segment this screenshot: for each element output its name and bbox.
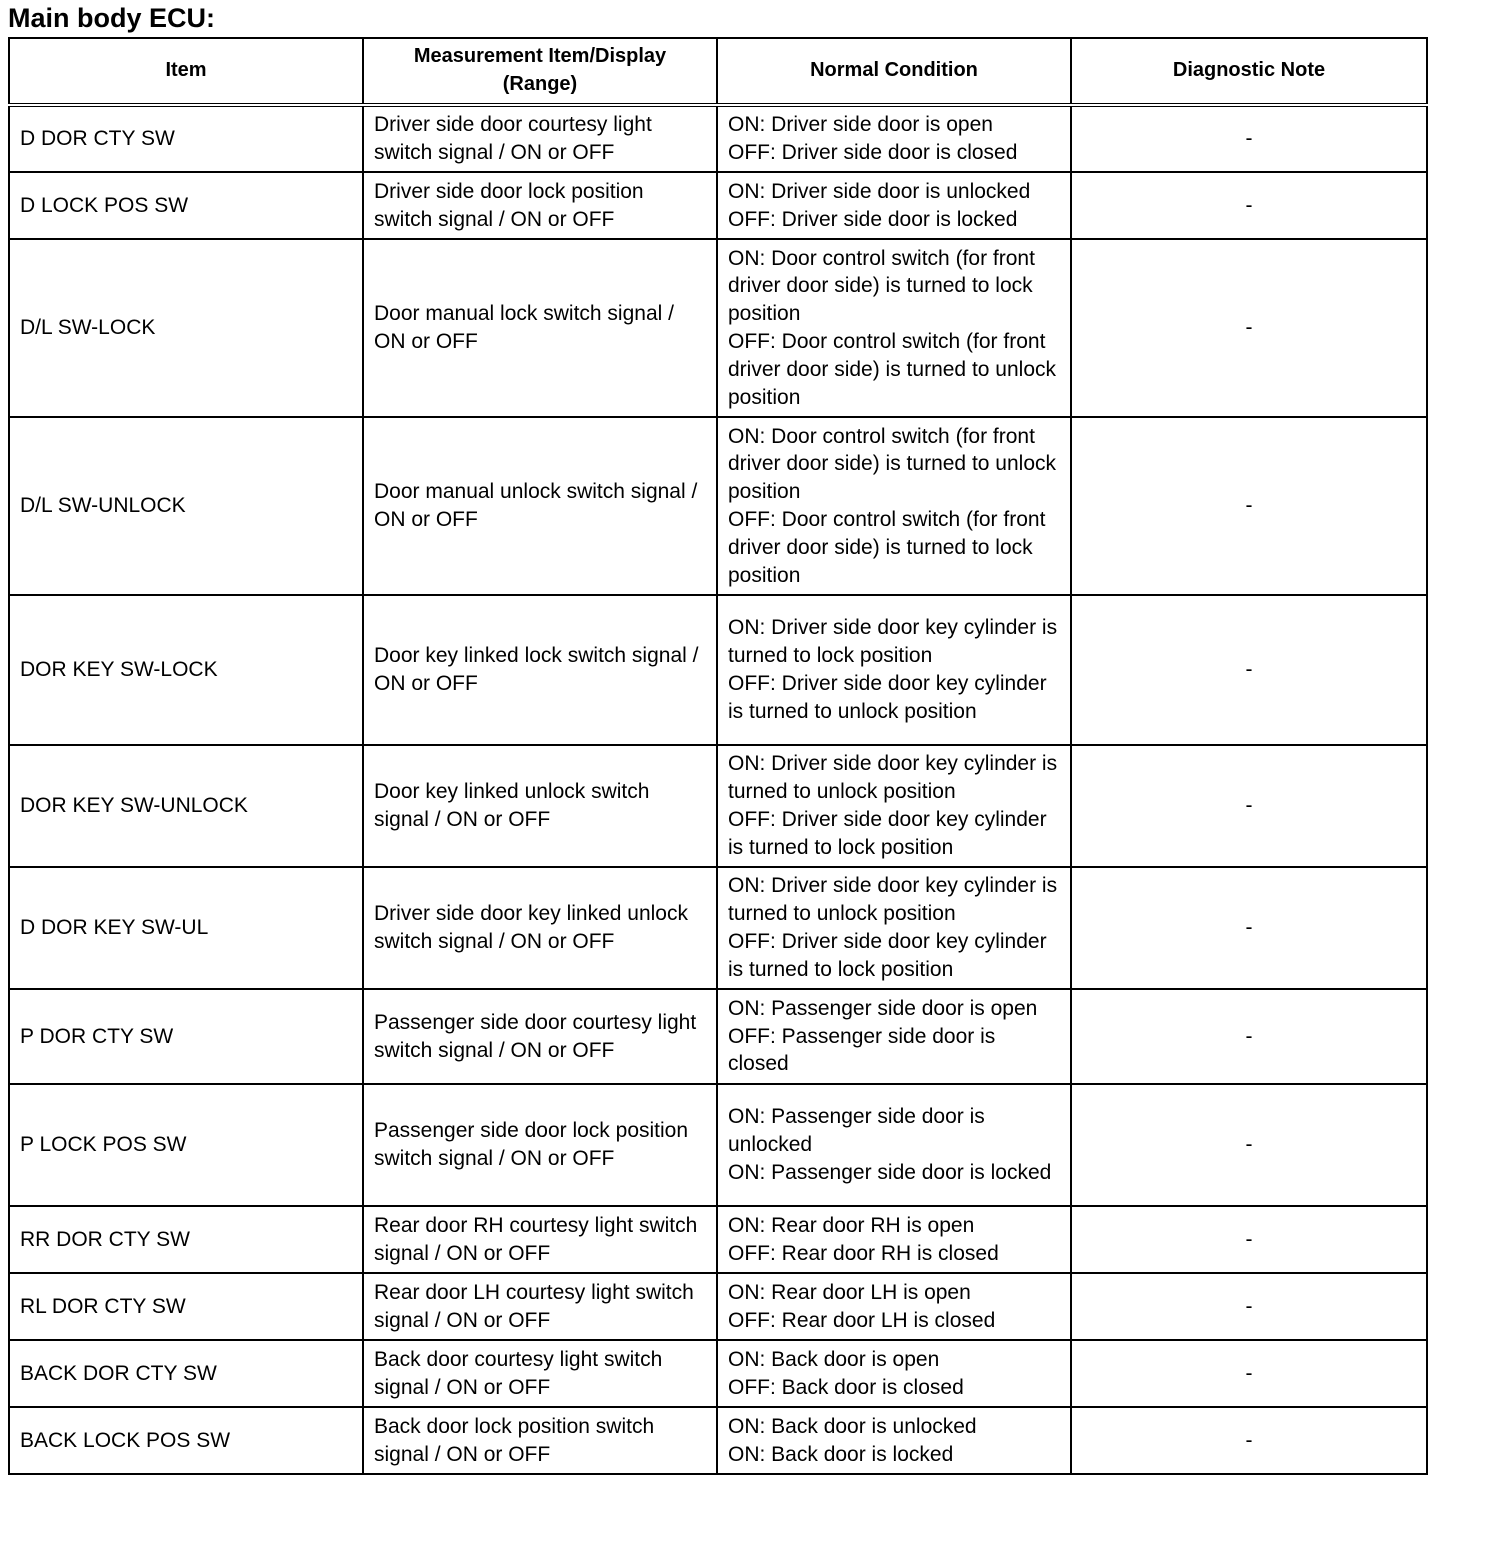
cell-item: RR DOR CTY SW (9, 1206, 363, 1273)
table-row (9, 595, 1427, 745)
cell-diagnostic-note: - (1071, 417, 1427, 595)
cell-diagnostic-note: - (1071, 105, 1427, 172)
cell-item: D DOR KEY SW-UL (9, 867, 363, 989)
header-normal-condition: Normal Condition (717, 38, 1071, 105)
cell-measurement: Driver side door lock position switch signal / ON or OFF (363, 172, 717, 239)
table-row (9, 867, 1427, 989)
header-measurement: Measurement Item/Display (Range) (363, 38, 717, 105)
table-row (9, 239, 1427, 417)
cell-diagnostic-note: - (1071, 1273, 1427, 1340)
table-row (9, 172, 1427, 239)
cell-measurement: Driver side door key linked unlock switch signal / ON or OFF (363, 867, 717, 989)
table-row (9, 1407, 1427, 1474)
cell-item: BACK LOCK POS SW (9, 1407, 363, 1474)
cell-normal-condition: ON: Driver side door key cylinder is turned to lock position OFF: Driver side door key cylinder is turned to unlock position (717, 595, 1071, 745)
cell-normal-condition: ON: Back door is unlocked ON: Back door is locked (717, 1407, 1071, 1474)
cell-normal-condition: ON: Driver side door is unlocked OFF: Driver side door is locked (717, 172, 1071, 239)
cell-measurement: Back door courtesy light switch signal / ON or OFF (363, 1340, 717, 1407)
cell-diagnostic-note: - (1071, 595, 1427, 745)
cell-measurement: Rear door LH courtesy light switch signal / ON or OFF (363, 1273, 717, 1340)
table-row (9, 417, 1427, 595)
cell-diagnostic-note: - (1071, 867, 1427, 989)
cell-item: D/L SW-UNLOCK (9, 417, 363, 595)
cell-item: RL DOR CTY SW (9, 1273, 363, 1340)
table-row (9, 1206, 1427, 1273)
page-title: Main body ECU: (8, 3, 215, 33)
cell-normal-condition: ON: Back door is open OFF: Back door is closed (717, 1340, 1071, 1407)
table-row (9, 1340, 1427, 1407)
table-row (9, 745, 1427, 867)
cell-diagnostic-note: - (1071, 1206, 1427, 1273)
cell-normal-condition: ON: Door control switch (for front driver door side) is turned to lock position OFF: Door control switch (for front driver door side) is turned to unlock position (717, 239, 1071, 417)
cell-measurement: Door key linked unlock switch signal / ON or OFF (363, 745, 717, 867)
cell-item: P LOCK POS SW (9, 1084, 363, 1206)
table-row (9, 1273, 1427, 1340)
cell-measurement: Passenger side door lock position switch signal / ON or OFF (363, 1084, 717, 1206)
cell-diagnostic-note: - (1071, 745, 1427, 867)
cell-measurement: Door key linked lock switch signal / ON or OFF (363, 595, 717, 745)
cell-measurement: Rear door RH courtesy light switch signal / ON or OFF (363, 1206, 717, 1273)
cell-item: D LOCK POS SW (9, 172, 363, 239)
cell-normal-condition: ON: Driver side door key cylinder is turned to unlock position OFF: Driver side door key cylinder is turned to lock position (717, 867, 1071, 989)
header-item: Item (9, 38, 363, 105)
cell-diagnostic-note: - (1071, 1084, 1427, 1206)
cell-diagnostic-note: - (1071, 1340, 1427, 1407)
cell-diagnostic-note: - (1071, 239, 1427, 417)
cell-measurement: Door manual unlock switch signal / ON or OFF (363, 417, 717, 595)
cell-normal-condition: ON: Rear door LH is open OFF: Rear door LH is closed (717, 1273, 1071, 1340)
cell-measurement: Back door lock position switch signal / ON or OFF (363, 1407, 717, 1474)
cell-item: P DOR CTY SW (9, 989, 363, 1084)
cell-normal-condition: ON: Rear door RH is open OFF: Rear door RH is closed (717, 1206, 1071, 1273)
cell-normal-condition: ON: Driver side door is open OFF: Driver side door is closed (717, 105, 1071, 172)
table-row (9, 105, 1427, 172)
cell-item: D/L SW-LOCK (9, 239, 363, 417)
cell-measurement: Passenger side door courtesy light switch signal / ON or OFF (363, 989, 717, 1084)
data-table (8, 37, 1428, 1475)
table-row (9, 1084, 1427, 1206)
cell-diagnostic-note: - (1071, 1407, 1427, 1474)
cell-normal-condition: ON: Passenger side door is unlocked ON: Passenger side door is locked (717, 1084, 1071, 1206)
cell-diagnostic-note: - (1071, 172, 1427, 239)
table-row (9, 989, 1427, 1084)
cell-normal-condition: ON: Door control switch (for front driver door side) is turned to unlock position OFF: Door control switch (for front driver door side) is turned to lock position (717, 417, 1071, 595)
cell-normal-condition: ON: Driver side door key cylinder is turned to unlock position OFF: Driver side door key cylinder is turned to lock position (717, 745, 1071, 867)
header-row (9, 38, 1427, 105)
cell-item: DOR KEY SW-UNLOCK (9, 745, 363, 867)
cell-item: DOR KEY SW-LOCK (9, 595, 363, 745)
cell-normal-condition: ON: Passenger side door is open OFF: Passenger side door is closed (717, 989, 1071, 1084)
cell-measurement: Driver side door courtesy light switch signal / ON or OFF (363, 105, 717, 172)
cell-measurement: Door manual lock switch signal / ON or OFF (363, 239, 717, 417)
cell-diagnostic-note: - (1071, 989, 1427, 1084)
header-diagnostic-note: Diagnostic Note (1071, 38, 1427, 105)
cell-item: D DOR CTY SW (9, 105, 363, 172)
cell-item: BACK DOR CTY SW (9, 1340, 363, 1407)
